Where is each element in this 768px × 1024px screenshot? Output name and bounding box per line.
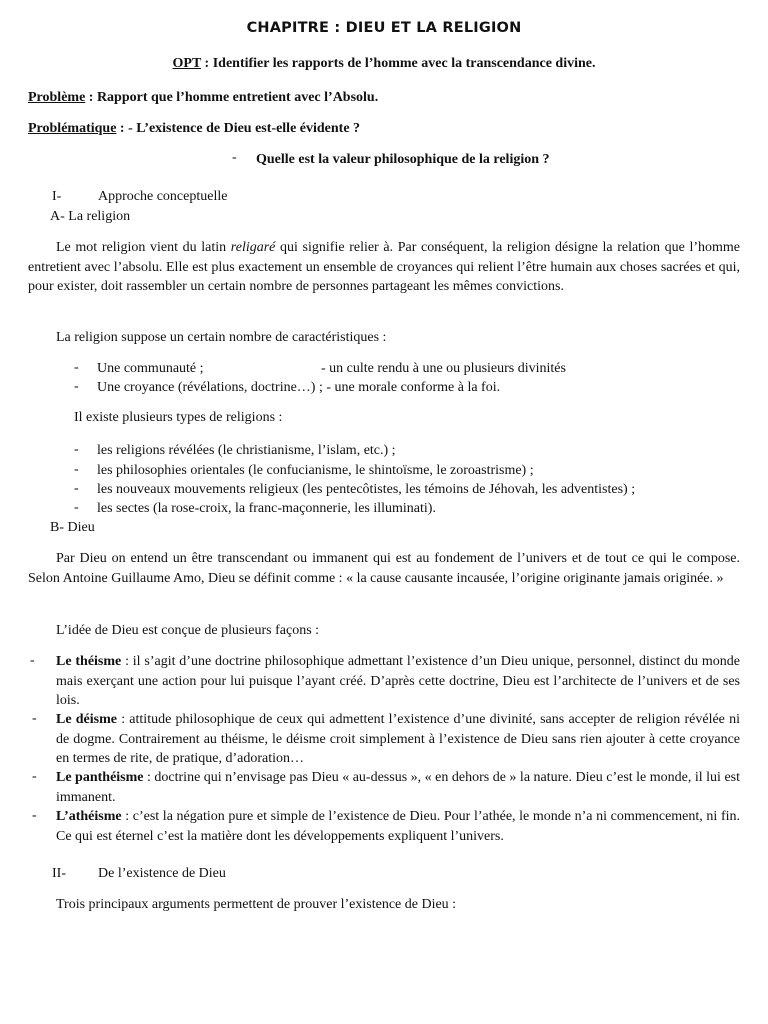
bullet-dash: - (74, 481, 79, 496)
section-2-number: II- (52, 866, 66, 881)
religion-type-item: les sectes (la rose-croix, la franc-maçonnerie, les illuminati). (97, 501, 436, 516)
section-1-number: I- (52, 189, 62, 204)
caracteristique-item: - un culte rendu à une ou plusieurs divinités (321, 361, 566, 376)
problematique-line (28, 119, 360, 139)
problematique-question-2: Quelle est la valeur philosophique de la religion ? (256, 152, 550, 167)
arguments-intro: Trois principaux arguments permettent de prouver l’existence de Dieu : (56, 897, 457, 912)
probleme-text: : Rapport que l’homme entretient avec l’Absolu. (85, 90, 379, 105)
section-2-title: De l’existence de Dieu (98, 866, 226, 881)
caracteristique-item: Une croyance (révélations, doctrine…) ; - une morale conforme à la foi. (97, 380, 501, 395)
religion-type-item: les nouveaux mouvements religieux (les pentecôtistes, les témoins de Jéhovah, les adventistes) ; (97, 482, 636, 497)
conception-theisme: Le théisme : il s’agit d’une doctrine philosophique admettant l’existence d’un Dieu unique, personnel, distinct du monde mais exerçant une action pour lui puisque l’ayant créé. D’après cette doctrine, Dieu est l’architecte de l’univers et de ses lois. (56, 654, 740, 708)
problematique-label: Problématique (28, 121, 117, 136)
probleme-label: Problème (28, 90, 86, 105)
section-1-title: Approche conceptuelle (98, 189, 228, 204)
bullet-dash: - (30, 653, 35, 668)
bullet-dash: - (74, 442, 79, 457)
problematique-text: : - L’existence de Dieu est-elle évidente ? (116, 121, 361, 136)
conception-deisme: Le déisme : attitude philosophique de ceux qui admettent l’existence d’une divinité, sans accepter de religion révélée ni de dogme. Contrairement au théisme, le déisme croit simplement à l’existence de Dieu sans rien ajouter à cette croyance en termes de rite, de pratique, d’adoration… (56, 712, 740, 766)
caracteristique-item: Une communauté ; (97, 361, 204, 376)
bullet-dash: - (74, 462, 79, 477)
latin-term: religaré (230, 240, 276, 255)
conception-atheisme: L’athéisme : c’est la négation pure et simple de l’existence de Dieu. Pour l’athée, le monde n’a ni commencement, ni fin. Ce qui est éternel c’est la matière dont les développements expliquent l’univers. (56, 809, 740, 844)
opt-label: OPT (172, 56, 202, 71)
bullet-dash: - (232, 150, 237, 165)
conception-pantheisme: Le panthéisme : doctrine qui n’envisage pas Dieu « au-dessus », « en dehors de » la nature. Dieu c’est le monde, il lui est immanent. (56, 770, 740, 805)
opt-line (0, 54, 768, 74)
idee-intro: L’idée de Dieu est conçue de plusieurs façons : (56, 623, 320, 638)
bullet-dash: - (74, 379, 79, 394)
bullet-dash: - (32, 808, 37, 823)
dieu-paragraph: Par Dieu on entend un être transcendant ou immanent qui est au fondement de l’univers et de tout ce qui le compose. Selon Antoine Guillaume Amo, Dieu se définit comme : « la cause causante incausée, l’origine originante jamais originée. » (28, 551, 740, 586)
types-intro: Il existe plusieurs types de religions : (74, 410, 283, 425)
subsection-b-title: B- Dieu (50, 520, 95, 535)
opt-text: : Identifier les rapports de l’homme avec la transcendance divine. (201, 56, 596, 71)
bullet-dash: - (74, 360, 79, 375)
bullet-dash: - (32, 711, 37, 726)
subsection-a-title: A- La religion (50, 209, 131, 224)
religion-type-item: les religions révélées (le christianisme, l’islam, etc.) ; (97, 443, 396, 458)
bullet-dash: - (74, 500, 79, 515)
bullet-dash: - (32, 769, 37, 784)
religion-paragraph: Le mot religion vient du latin religaré qui signifie relier à. Par conséquent, la religion désigne la relation que l’homme entretient avec l’absolu. Elle est plus exactement un ensemble de croyances qui relient l’être humain aux choses sacrées et qui, pour exister, doit rassembler un certain nombre de personnes partageant les mêmes convictions. (28, 240, 740, 294)
probleme-line (28, 88, 378, 108)
caracteristiques-intro: La religion suppose un certain nombre de caractéristiques : (56, 330, 387, 345)
religion-type-item: les philosophies orientales (le confucianisme, le shintoïsme, le zoroastrisme) ; (97, 463, 534, 478)
chapter-title: CHAPITRE : DIEU ET LA RELIGION (246, 20, 522, 36)
